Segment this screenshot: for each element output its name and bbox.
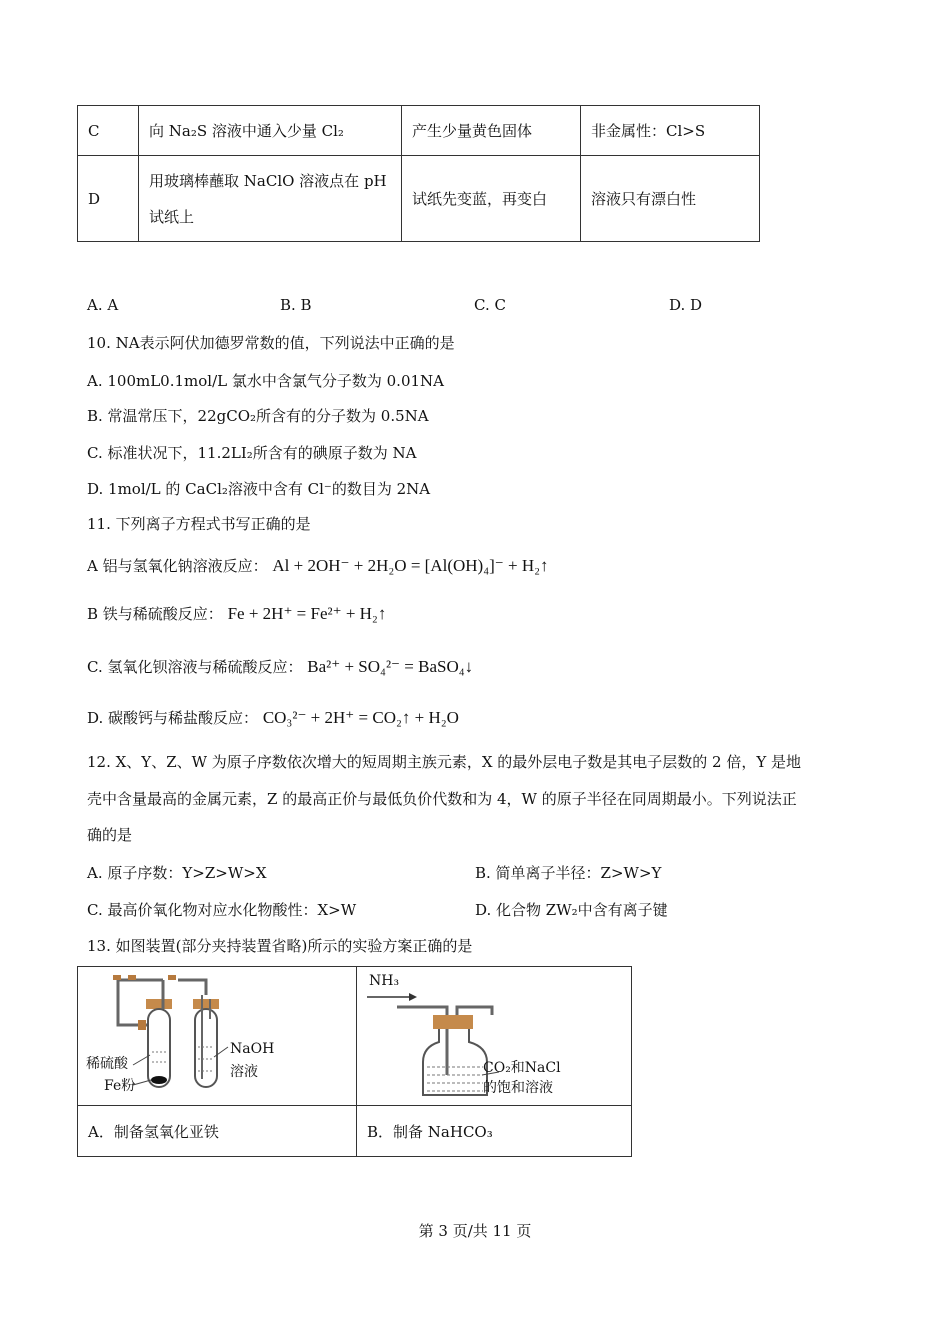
q11-stem: 11. 下列离子方程式书写正确的是 [87,515,311,533]
table-row [78,156,760,242]
label-dilute-acid: 稀硫酸 [86,1056,128,1072]
label-naoh: NaOH [230,1041,275,1057]
option-label: A 铝与氢氧化钠溶液反应： [87,557,268,575]
equation: CO₃²⁻ + 2H⁺ = CO₂↑ + H₂O [262,708,459,727]
label-co2-nacl: CO₂和NaCl [483,1060,561,1076]
q9-option-a[interactable]: A. A [87,296,119,314]
table-cell: 非金属性：Cl>S [581,106,760,156]
row-label: D [78,156,139,242]
q13-figure-table [77,966,632,1157]
table-cell: 产生少量黄色固体 [402,106,581,156]
table-cell: 试纸先变蓝，再变白 [402,156,581,242]
q9-option-b[interactable]: B. B [280,296,312,314]
q10-stem: 10. NA表示阿伏加德罗常数的值，下列说法中正确的是 [87,334,455,352]
q12-option-b[interactable]: B. 简单离子半径：Z>W>Y [475,864,662,882]
option-label: B 铁与稀硫酸反应： [87,605,223,623]
q10-option-c[interactable]: C. 标准状况下，11.2LI₂所含有的碘原子数为 NA [87,444,417,462]
table-row [78,106,760,156]
q9-option-c[interactable]: C. C [474,296,506,314]
label-saturated-solution: 的饱和溶液 [483,1080,553,1096]
q10-option-d[interactable]: D. 1mol/L 的 CaCl₂溶液中含有 Cl⁻的数目为 2NA [87,480,431,498]
caption-b[interactable]: B．制备 NaHCO₃ [357,1106,632,1157]
page-footer: 第 3 页/共 11 页 [418,1222,532,1240]
table-cell: 向 Na₂S 溶液中通入少量 Cl₂ [139,106,402,156]
q10-option-b[interactable]: B. 常温常压下，22gCO₂所含有的分子数为 0.5NA [87,407,429,425]
option-label: D. 碳酸钙与稀盐酸反应： [87,709,259,727]
equation: Al + 2OH⁻ + 2H₂O = [Al(OH)₄]⁻ + H₂↑ [272,556,549,575]
q12-option-d[interactable]: D. 化合物 ZW₂中含有离子键 [475,901,668,919]
figure-a-cell [78,967,357,1106]
caption-a[interactable]: A．制备氢氧化亚铁 [78,1106,357,1157]
q12-option-a[interactable]: A. 原子序数：Y>Z>W>X [87,864,267,882]
label-naoh-solution: 溶液 [230,1064,258,1080]
option-label: C. 氢氧化钡溶液与稀硫酸反应： [87,658,303,676]
q11-option-b[interactable] [87,603,386,624]
table-cell: 溶液只有漂白性 [581,156,760,242]
q12-stem-line: 壳中含量最高的金属元素，Z 的最高正价与最低负价代数和为 4，W 的原子半径在同周期最小。下列说法正 [87,790,797,808]
q10-option-a[interactable]: A. 100mL0.1mol/L 氯水中含氯气分子数为 0.01NA [87,372,444,390]
q12-stem-line: 确的是 [87,826,133,844]
table-cell: 用玻璃棒蘸取 NaClO 溶液点在 pH 试纸上 [139,156,402,242]
q11-option-c[interactable] [87,656,473,677]
q12-stem-line: 12. X、Y、Z、W 为原子序数依次增大的短周期主族元素，X 的最外层电子数是其电子层数的 2 倍，Y 是地 [87,753,802,771]
question9-table [77,105,760,242]
q9-option-d[interactable]: D. D [669,296,703,314]
q11-option-d[interactable] [87,707,459,728]
q13-stem: 13. 如图装置(部分夹持装置省略)所示的实验方案正确的是 [87,937,473,955]
label-ammonia: NH₃ [369,973,400,989]
equation: Ba²⁺ + SO₄²⁻ = BaSO₄↓ [307,657,474,676]
label-fe-powder: Fe粉 [104,1078,136,1094]
row-label: C [78,106,139,156]
q11-option-a[interactable] [87,555,549,576]
equation: Fe + 2H⁺ = Fe²⁺ + H₂↑ [227,604,387,623]
q12-option-c[interactable]: C. 最高价氧化物对应水化物酸性：X>W [87,901,357,919]
figure-b-cell [357,967,632,1106]
